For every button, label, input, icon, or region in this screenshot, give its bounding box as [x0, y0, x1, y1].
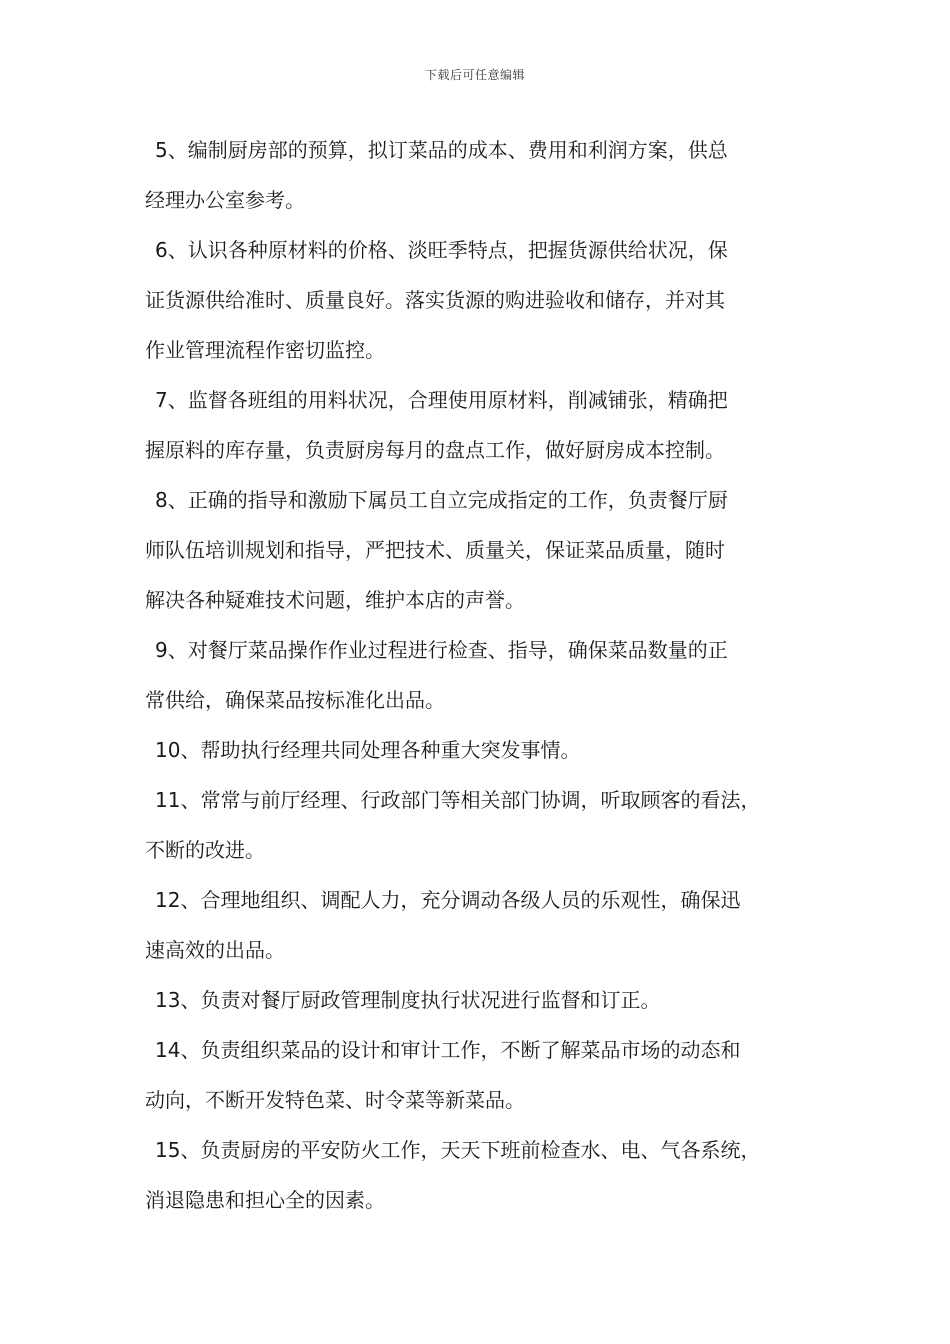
duty-item	[145, 125, 813, 225]
document-body	[145, 125, 813, 1225]
duty-item	[145, 375, 813, 475]
duty-item	[145, 475, 813, 625]
duty-item	[145, 775, 813, 875]
duty-item-line: 10、帮助执行经理共同处理各种重大突发事情。	[155, 738, 581, 762]
duty-item-line: 7、监督各班组的用料状况，合理使用原材料，削减铺张，精确把	[155, 388, 728, 412]
duty-item-line: 不断的改进。	[145, 838, 265, 862]
duty-item-line: 14、负责组织菜品的设计和审计工作，不断了解菜品市场的动态和	[155, 1038, 741, 1062]
duty-item-line: 解决各种疑难技术问题，维护本店的声誉。	[145, 588, 525, 612]
duty-item-line: 师队伍培训规划和指导，严把技术、质量关，保证菜品质量，随时	[145, 538, 725, 562]
duty-item	[145, 225, 813, 375]
duty-item	[145, 725, 813, 775]
duty-item-line: 消退隐患和担心全的因素。	[145, 1188, 385, 1212]
duty-item-line: 11、常常与前厅经理、行政部门等相关部门协调，听取顾客的看法，	[155, 788, 761, 812]
duty-item-line: 作业管理流程作密切监控。	[145, 338, 385, 362]
duty-item-line: 常供给，确保菜品按标准化出品。	[145, 688, 445, 712]
duty-item-line: 6、认识各种原材料的价格、淡旺季特点，把握货源供给状况，保	[155, 238, 728, 262]
duty-item	[145, 875, 813, 975]
header-note: 下载后可任意编辑	[424, 68, 525, 82]
duty-item-line: 动向，不断开发特色菜、时令菜等新菜品。	[145, 1088, 525, 1112]
duty-item-line: 9、对餐厅菜品操作作业过程进行检查、指导，确保菜品数量的正	[155, 638, 728, 662]
duty-item-line: 13、负责对餐厅厨政管理制度执行状况进行监督和订正。	[155, 988, 661, 1012]
duty-item	[145, 625, 813, 725]
duty-item-line: 经理办公室参考。	[145, 188, 305, 212]
duty-item	[145, 975, 813, 1025]
duty-item-line: 8、正确的指导和激励下属员工自立完成指定的工作，负责餐厅厨	[155, 488, 728, 512]
duty-item-line: 证货源供给准时、质量良好。落实货源的购进验收和储存，并对其	[145, 288, 725, 312]
duty-item	[145, 1025, 813, 1125]
duty-item-line: 5、编制厨房部的预算，拟订菜品的成本、费用和利润方案，供总	[155, 138, 728, 162]
duty-item-line: 15、负责厨房的平安防火工作，天天下班前检查水、电、气各系统，	[155, 1138, 761, 1162]
duty-item-line: 12、合理地组织、调配人力，充分调动各级人员的乐观性，确保迅	[155, 888, 741, 912]
duty-item-line: 握原料的库存量，负责厨房每月的盘点工作，做好厨房成本控制。	[145, 438, 725, 462]
duty-item-line: 速高效的出品。	[145, 938, 285, 962]
duty-item	[145, 1125, 813, 1225]
